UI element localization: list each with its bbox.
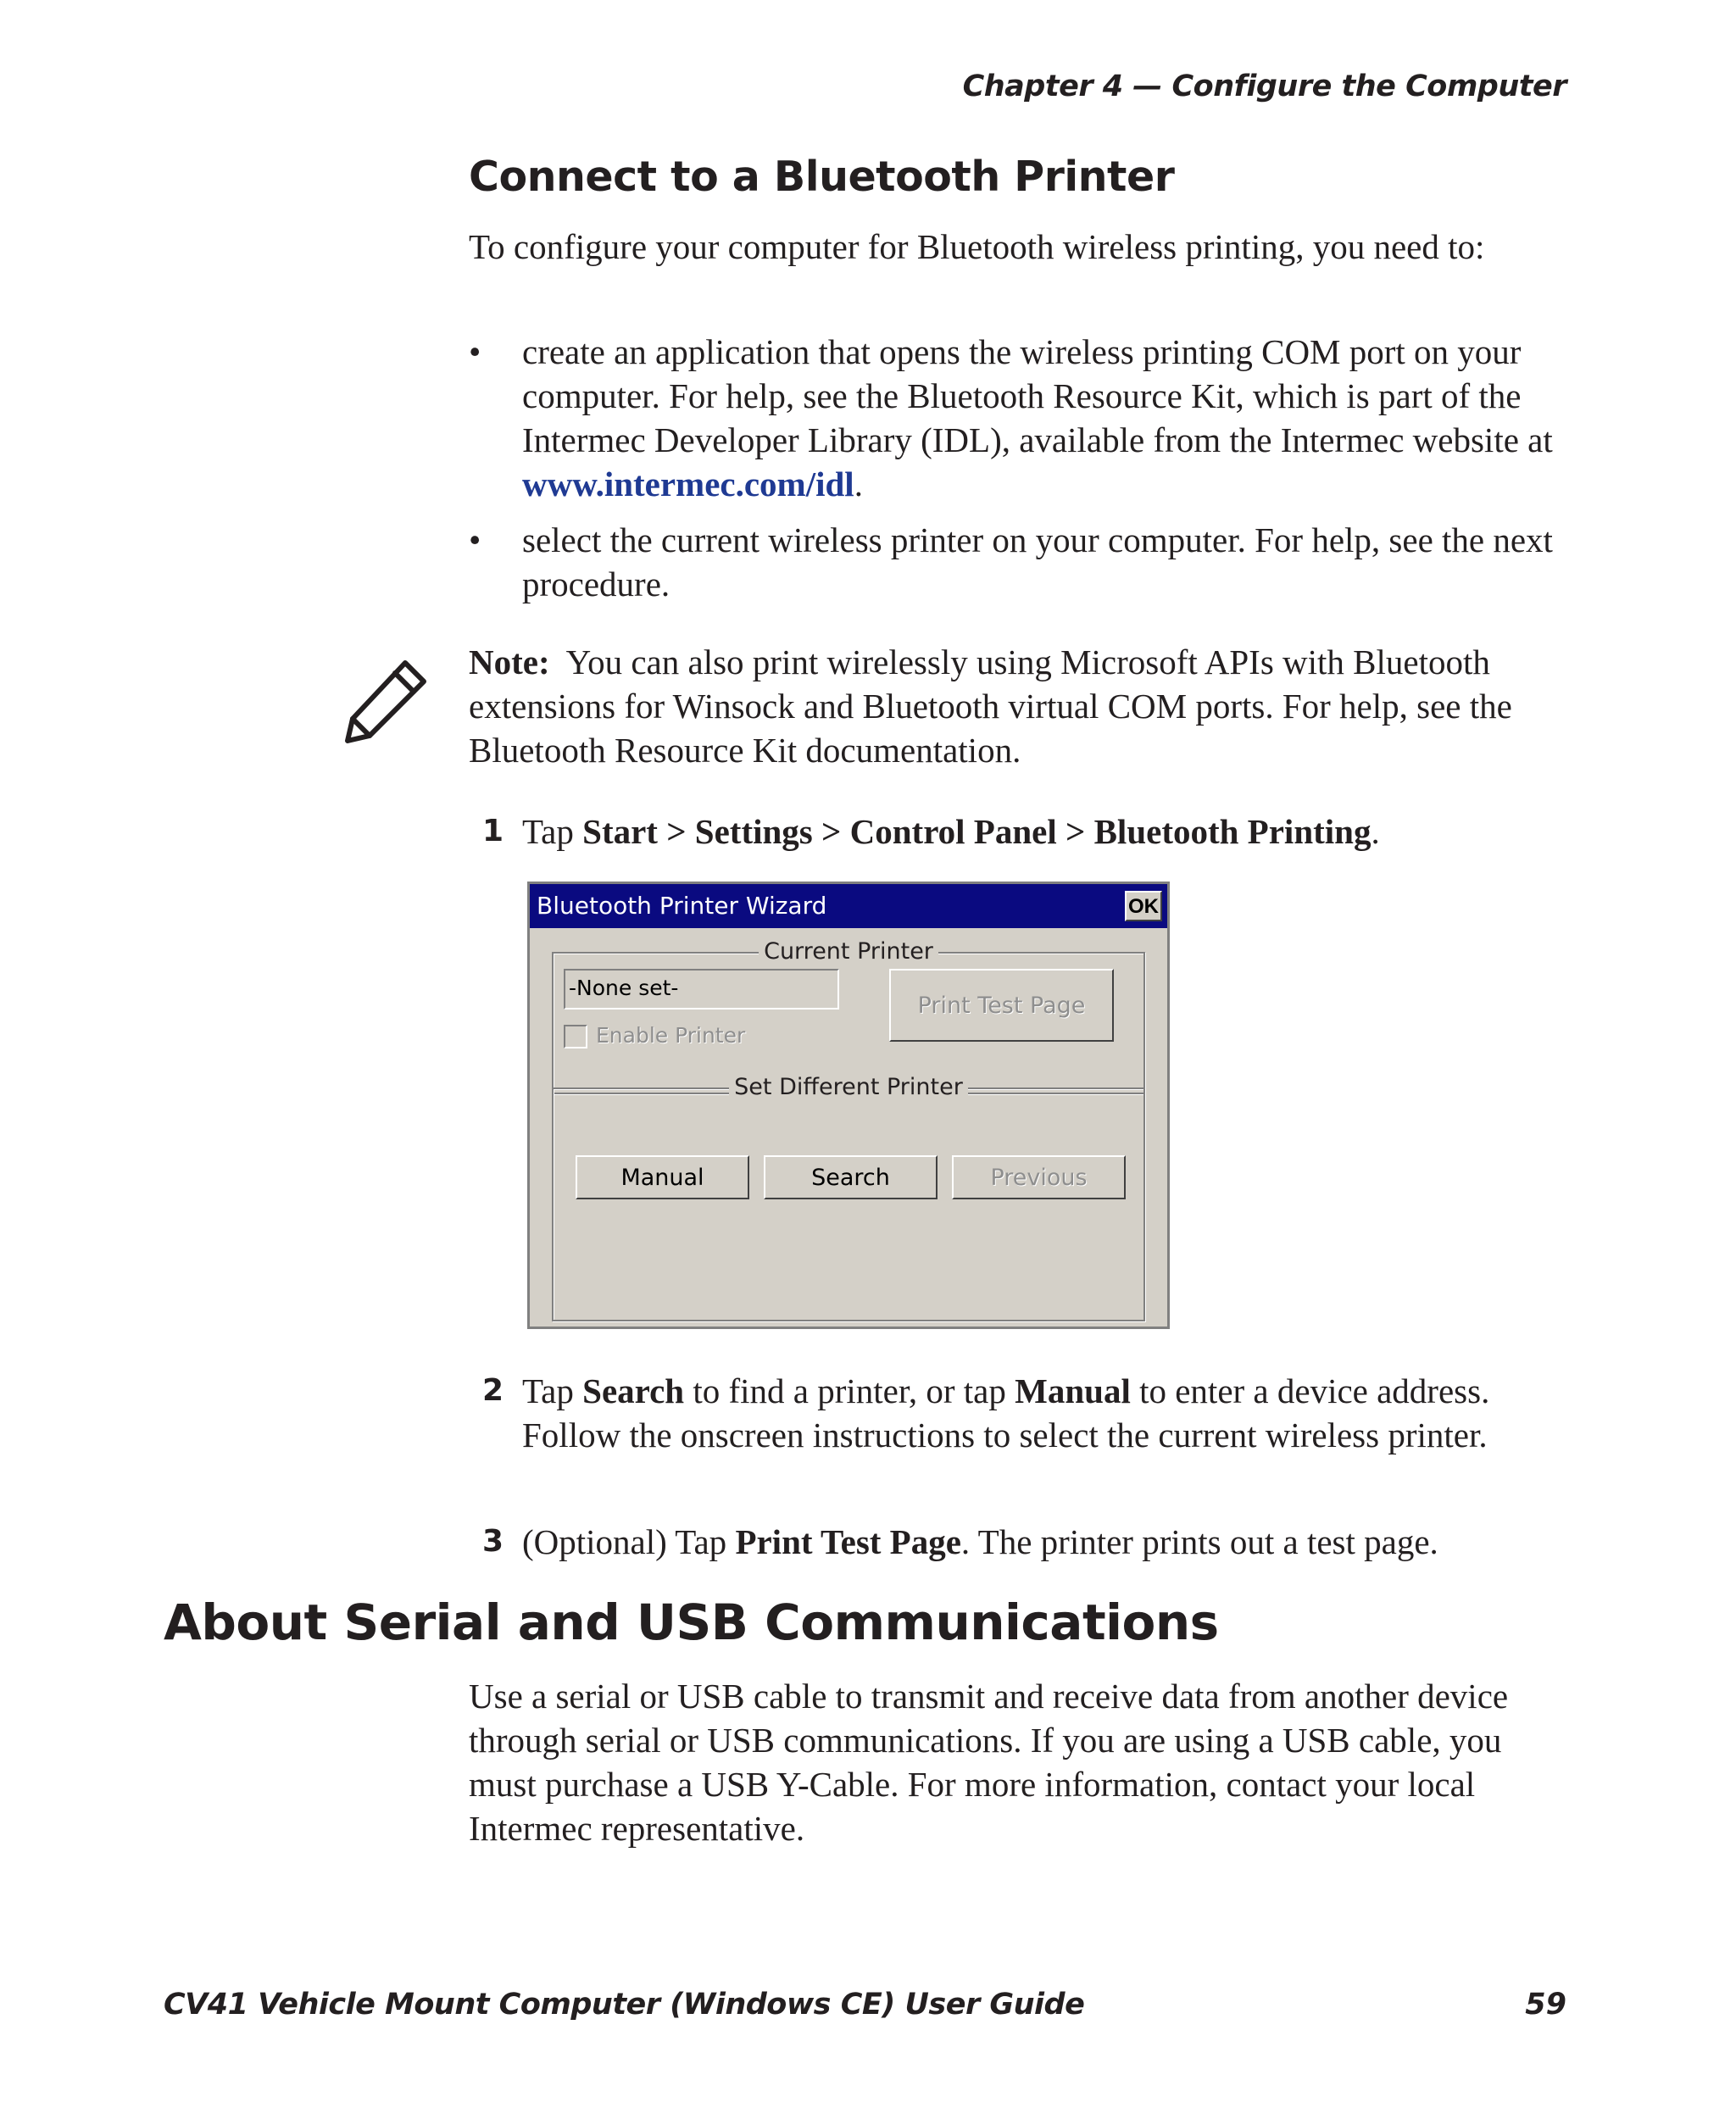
- step-text: [469, 1520, 1588, 1564]
- enable-printer-label: Enable Printer: [596, 1023, 746, 1048]
- step-1: [469, 809, 1588, 854]
- bullet-end: .: [854, 464, 863, 503]
- step-pre: Tap: [522, 812, 583, 851]
- list-item: [469, 330, 1571, 506]
- step-text: [469, 1369, 1588, 1457]
- enable-printer-checkbox[interactable]: [564, 1025, 587, 1048]
- pencil-icon: [339, 653, 432, 746]
- step-2: [469, 1369, 1588, 1457]
- serial-usb-paragraph: Use a serial or USB cable to transmit and receive data from another device through serial or USB communications. If you are using a USB cable, you must purchase a USB Y-Cable. For more information, contact your local Intermec representative.: [469, 1677, 1509, 1848]
- bullet-text: select the current wireless printer on your computer. For help, see the next procedure.: [522, 520, 1553, 603]
- set-printer-legend: Set Different Printer: [729, 1074, 968, 1100]
- chapter-header: Chapter 4 — Configure the Computer: [962, 70, 1566, 103]
- note-label: Note:: [469, 642, 550, 681]
- step-end: to enter a device address. Follow the onscreen instructions to select the current wireless printer.: [522, 1371, 1490, 1454]
- bullet-list: [469, 330, 1571, 618]
- note-text: You can also print wirelessly using Microsoft APIs with Bluetooth extensions for Winsock and Bluetooth virtual COM ports. For help, see the Bluetooth Resource Kit documentation.: [469, 642, 1512, 770]
- bluetooth-printer-wizard-dialog: [527, 882, 1170, 1329]
- step-bold-manual: Manual: [1015, 1371, 1131, 1410]
- dialog-title: Bluetooth Printer Wizard: [537, 892, 827, 920]
- step-number: 1: [482, 814, 504, 848]
- group-legend: [554, 1074, 1143, 1101]
- manual-button[interactable]: Manual: [576, 1155, 749, 1199]
- bullet-symbol: •: [469, 332, 481, 371]
- step-bold-print-test: Print Test Page: [735, 1522, 961, 1561]
- bullet-text: create an application that opens the wireless printing COM port on your computer. For help, see the Bluetooth Resource Kit, which is part of the Intermec Developer Library (IDL), available from the Intermec website at: [522, 332, 1553, 459]
- bullet-symbol: •: [469, 520, 481, 559]
- step-text: [469, 809, 1588, 854]
- page-number: 59: [1525, 1988, 1566, 2022]
- section-title-serial-usb: About Serial and USB Communications: [164, 1594, 1219, 1651]
- current-printer-group: [552, 938, 1145, 1094]
- note-block: [469, 640, 1571, 772]
- current-printer-field[interactable]: -None set-: [564, 969, 839, 1010]
- dialog-titlebar: [530, 884, 1167, 928]
- current-printer-legend: Current Printer: [759, 938, 938, 965]
- step-pre: (Optional) Tap: [522, 1522, 736, 1561]
- step-end: . The printer prints out a test page.: [960, 1522, 1438, 1561]
- previous-button[interactable]: Previous: [952, 1155, 1126, 1199]
- footer-guide-title: CV41 Vehicle Mount Computer (Windows CE) User Guide: [164, 1988, 1085, 2022]
- step-number: 3: [482, 1524, 504, 1559]
- section-title-bluetooth: Connect to a Bluetooth Printer: [469, 153, 1175, 201]
- step-path: Start > Settings > Control Panel > Bluetooth Printing: [582, 812, 1372, 851]
- print-test-page-button[interactable]: Print Test Page: [889, 969, 1114, 1042]
- intro-paragraph: To configure your computer for Bluetooth wireless printing, you need to:: [469, 227, 1485, 266]
- set-different-printer-group: [552, 1074, 1145, 1321]
- ok-button[interactable]: OK: [1125, 891, 1162, 921]
- step-number: 2: [482, 1373, 504, 1408]
- step-end: .: [1371, 812, 1380, 851]
- step-3: [469, 1520, 1588, 1564]
- idl-link[interactable]: www.intermec.com/idl: [522, 464, 854, 503]
- group-legend: [554, 938, 1143, 965]
- step-mid: to find a printer, or tap: [684, 1371, 1015, 1410]
- step-pre: Tap: [522, 1371, 583, 1410]
- step-bold-search: Search: [582, 1371, 685, 1410]
- search-button[interactable]: Search: [764, 1155, 938, 1199]
- list-item: [469, 518, 1571, 606]
